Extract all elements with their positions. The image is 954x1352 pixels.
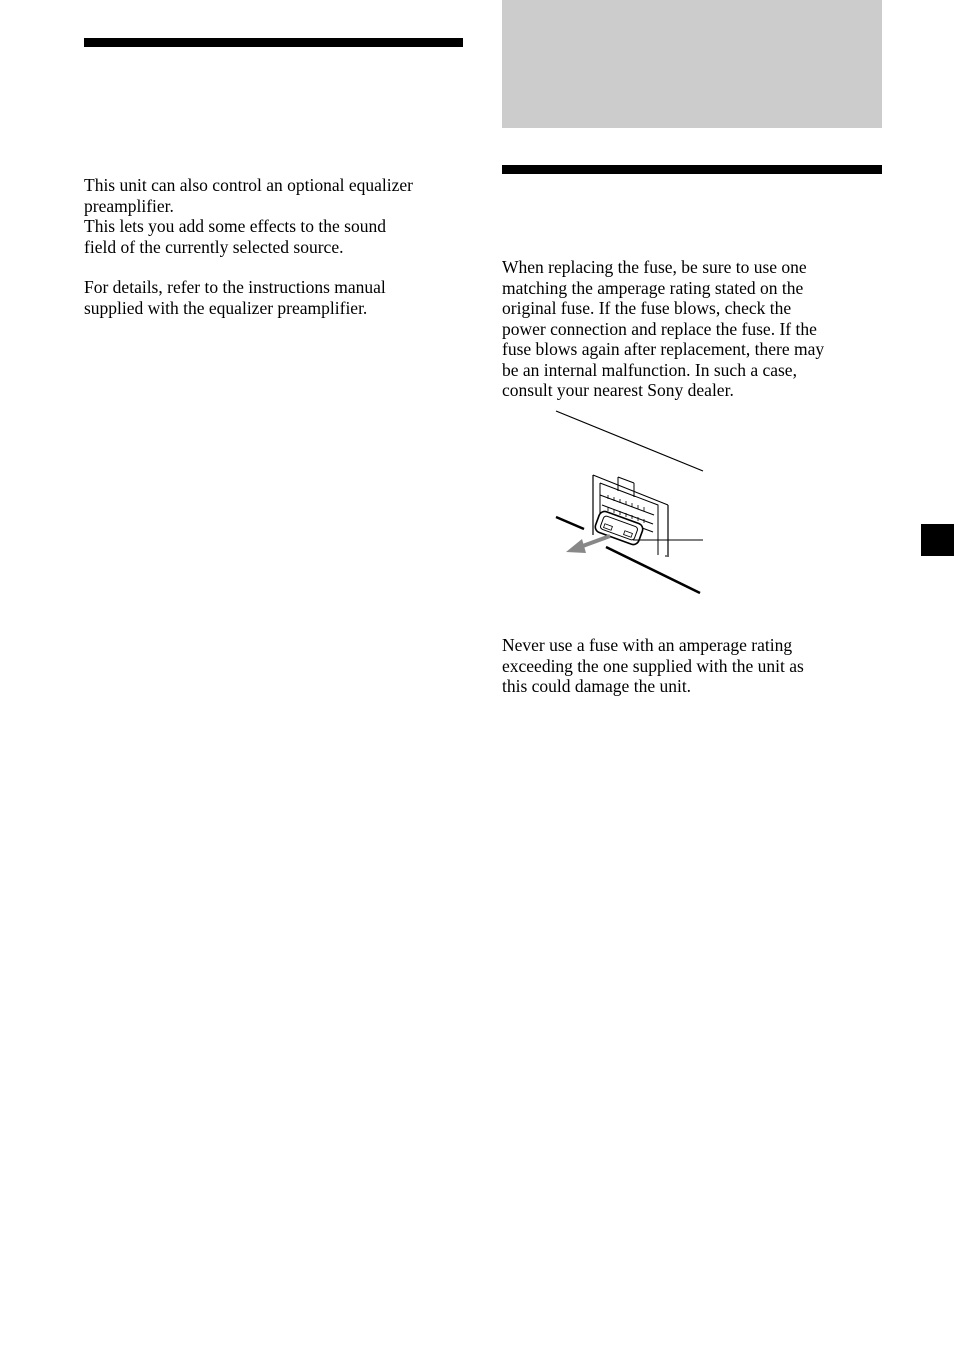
- section-header-band: [502, 0, 882, 128]
- fuse-warning-text: Never use a fuse with an amperage rating exceeding the one supplied with the unit as this could damage the unit.: [502, 635, 804, 696]
- fuse-replacement-text: When replacing the fuse, be sure to use one matching the amperage rating stated on the original fuse. If the fuse blows, check the power connection and replace the fuse. If the fuse blows again after replacement, there may be an internal malfunction. In such a case, consult your nearest Sony dealer.: [502, 257, 825, 400]
- right-section-rule: [502, 165, 882, 174]
- equalizer-details-text: For details, refer to the instructions manual supplied with the equalizer preamplifier.: [84, 277, 386, 318]
- section-thumb-tab: [921, 524, 954, 556]
- fuse-removal-illustration-icon: [548, 405, 718, 600]
- fuse-removal-figure: [548, 405, 718, 600]
- left-section-rule: [84, 38, 463, 47]
- equalizer-intro-text: This unit can also control an optional equalizer preamplifier. This lets you add some effects to the sound field of the currently selected source.: [84, 175, 413, 257]
